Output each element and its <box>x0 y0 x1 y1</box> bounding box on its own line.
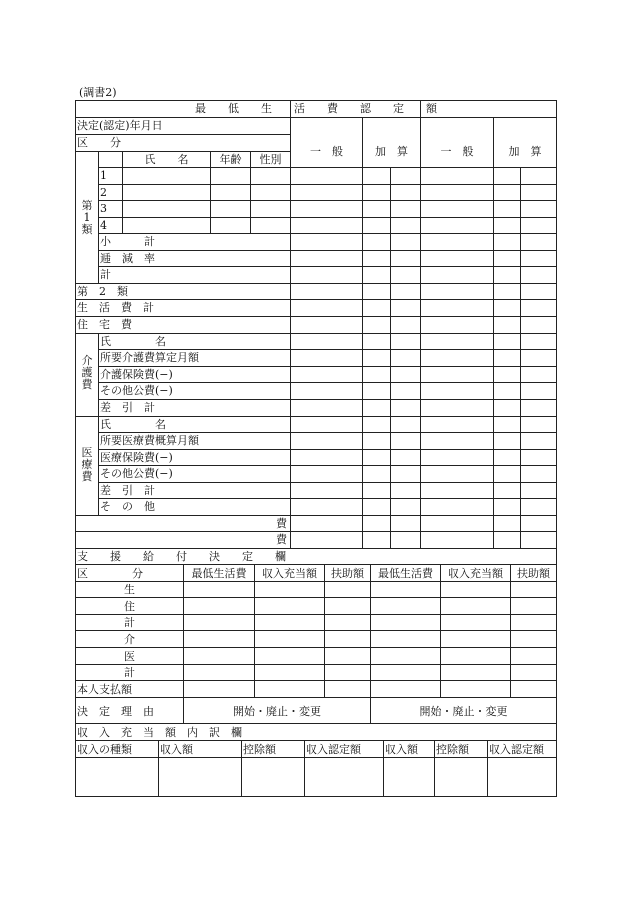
support-col-aid-2: 扶助額 <box>517 567 550 580</box>
medical-required-label: 所要医療費概算月額 <box>100 434 199 447</box>
support-row-housing: 住 <box>124 600 135 613</box>
member-number-4: 4 <box>100 219 107 232</box>
care-other-label: その他公費(−) <box>100 384 173 397</box>
person-age-header: 年齢 <box>219 153 242 166</box>
care-vertical-label: 介 護 費 <box>81 354 93 391</box>
support-row-living: 生 <box>124 583 135 596</box>
decision-date-label: 決定(認定)年月日 <box>77 119 163 132</box>
fee-label-2: 費 <box>276 533 287 546</box>
class1-total-label: 計 <box>100 268 111 281</box>
medical-misc-label: そ の 他 <box>100 500 155 513</box>
person-gender-header: 性別 <box>259 153 282 166</box>
medical-name-label: 氏 名 <box>100 418 166 431</box>
col-header-general-1: 一 般 <box>310 145 343 158</box>
member-number-2: 2 <box>100 186 107 199</box>
support-row-medical: 医 <box>124 650 135 663</box>
care-name-label: 氏 名 <box>100 335 166 348</box>
medical-other-label: その他公費(−) <box>100 467 173 480</box>
housing-label: 住 宅 費 <box>77 318 132 331</box>
support-category-label: 区 分 <box>77 567 143 580</box>
medical-vertical-label: 医 療 費 <box>81 446 93 483</box>
col-header-general-2: 一 般 <box>440 145 474 158</box>
member-number-1: 1 <box>100 169 107 182</box>
category-label: 区 分 <box>77 136 121 149</box>
self-pay-label: 本人支払額 <box>77 683 132 696</box>
care-insurance-label: 介護保険費(−) <box>100 368 173 381</box>
support-col-income-1: 収入充当額 <box>262 567 317 580</box>
document-caption: (調書2) <box>79 86 117 99</box>
support-col-aid-1: 扶助額 <box>331 567 364 580</box>
col-header-addition-2: 加 算 <box>508 145 542 158</box>
living-total-label: 生 活 費 計 <box>77 301 154 314</box>
decision-reason-option-2: 開始・廃止・変更 <box>419 705 508 718</box>
medical-insurance-label: 医療保険費(−) <box>100 451 173 464</box>
support-col-min-living-2: 最低生活費 <box>378 567 433 580</box>
class1-vertical-label: 第 1 類 <box>81 199 93 236</box>
income-col-deduction-2: 控除額 <box>436 743 469 756</box>
member-number-3: 3 <box>100 202 107 215</box>
care-required-label: 所要介護費算定月額 <box>100 351 199 364</box>
income-col-amount-2: 収入額 <box>385 743 418 756</box>
col-header-addition-1: 加 算 <box>375 145 408 158</box>
support-col-income-2: 収入充当額 <box>448 567 503 580</box>
support-row-care: 介 <box>124 633 135 646</box>
support-row-total-1: 計 <box>124 616 135 629</box>
support-row-total-2: 計 <box>124 666 135 679</box>
person-name-header: 氏 名 <box>144 153 189 166</box>
income-col-type: 収入の種類 <box>77 743 132 756</box>
medical-net-label: 差 引 計 <box>100 484 155 497</box>
income-col-recognized-2: 収入認定額 <box>489 743 544 756</box>
form-title: 最 低 生 活 費 認 定 額 <box>195 102 437 115</box>
support-col-min-living-1: 最低生活費 <box>191 567 247 580</box>
income-section-title: 収 入 充 当 額 内 訳 欄 <box>77 726 242 739</box>
decision-reason-option-1: 開始・廃止・変更 <box>233 705 321 718</box>
income-col-deduction-1: 控除額 <box>243 743 276 756</box>
class2-label: 第 2 類 <box>77 285 128 298</box>
decision-reason-label: 決 定 理 由 <box>77 705 154 718</box>
support-section-title: 支 援 給 付 決 定 欄 <box>77 550 286 563</box>
income-col-amount-1: 収入額 <box>160 743 193 756</box>
care-net-label: 差 引 計 <box>100 401 155 414</box>
class1-subtotal-label: 小 計 <box>100 235 155 248</box>
class1-reduction-label: 逓 減 率 <box>100 252 155 265</box>
fee-label-1: 費 <box>276 517 287 530</box>
income-col-recognized-1: 収入認定額 <box>306 743 361 756</box>
